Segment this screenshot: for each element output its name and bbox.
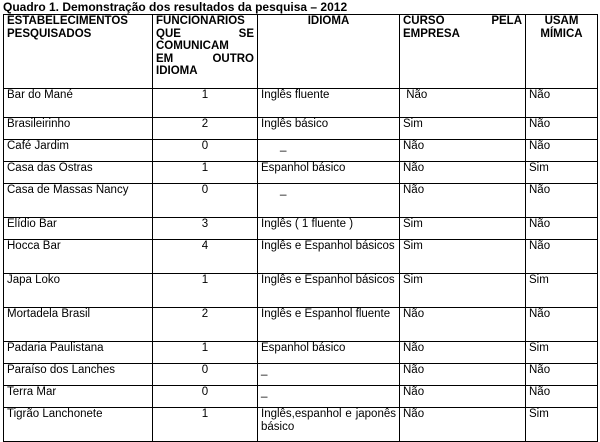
header-mimica-line1: USAM [544, 15, 579, 27]
cell-idioma: Inglês,espanhol e japonês básico [258, 408, 400, 442]
cell-estabelecimento: Paraíso dos Lanches [4, 364, 153, 386]
cell-funcionarios: 1 [153, 342, 258, 364]
cell-funcionarios: 1 [153, 274, 258, 308]
table-row [4, 162, 598, 184]
cell-idioma: _ [258, 184, 400, 218]
cell-estabelecimento: Bar do Mané [4, 89, 153, 118]
header-mimica-line2: MÍMICA [540, 27, 583, 40]
header-funcionarios-word-outro: OUTRO [212, 52, 254, 65]
cell-mimica: Não [526, 118, 598, 140]
cell-mimica: Não [526, 184, 598, 218]
cell-mimica: Sim [526, 274, 598, 308]
header-estabelecimentos [4, 15, 153, 89]
cell-idioma: Espanhol básico [258, 342, 400, 364]
table-row [4, 89, 598, 118]
cell-funcionarios: 1 [153, 89, 258, 118]
header-funcionarios-line3: COMUNICAM [156, 40, 229, 52]
header-curso-line2: EMPRESA [403, 27, 460, 40]
header-funcionarios-line5: IDIOMA [156, 65, 198, 77]
cell-funcionarios: 1 [153, 408, 258, 442]
cell-curso: Não [400, 364, 526, 386]
cell-mimica: Não [526, 308, 598, 342]
cell-curso: Não [400, 308, 526, 342]
cell-mimica: Sim [526, 342, 598, 364]
cell-estabelecimento: Elídio Bar [4, 218, 153, 240]
cell-mimica: Não [526, 386, 598, 408]
table-row [4, 140, 598, 162]
cell-mimica: Sim [526, 408, 598, 442]
cell-curso: Sim [400, 240, 526, 274]
cell-estabelecimento: Japa Loko [4, 274, 153, 308]
header-estabelecimentos-line1: ESTABELECIMENTOS [7, 15, 128, 27]
cell-curso: Sim [400, 274, 526, 308]
cell-funcionarios: 4 [153, 240, 258, 274]
cell-mimica: Não [526, 140, 598, 162]
cell-idioma: _ [258, 364, 400, 386]
cell-estabelecimento: Padaria Paulistana [4, 342, 153, 364]
cell-curso: Sim [400, 218, 526, 240]
header-funcionarios-word-em: EM [156, 52, 174, 65]
cell-idioma: Inglês fluente [258, 89, 400, 118]
cell-mimica: Não [526, 240, 598, 274]
cell-funcionarios: 0 [153, 386, 258, 408]
header-curso-word-pela: PELA [491, 15, 522, 27]
cell-curso: Não [400, 184, 526, 218]
header-idioma: IDIOMA [258, 15, 400, 89]
table-row [4, 364, 598, 386]
cell-estabelecimento: Casa das Ostras [4, 162, 153, 184]
cell-estabelecimento: Terra Mar [4, 386, 153, 408]
cell-funcionarios: 2 [153, 308, 258, 342]
cell-mimica: Não [526, 89, 598, 118]
table-row [4, 118, 598, 140]
cell-idioma: Espanhol básico [258, 162, 400, 184]
table-row [4, 408, 598, 442]
table-caption: Quadro 1. Demonstração dos resultados da pesquisa – 2012 [3, 0, 348, 14]
cell-idioma: Inglês e Espanhol básicos [258, 240, 400, 274]
header-funcionarios-word-que: QUE [156, 27, 181, 40]
cell-idioma: Inglês básico [258, 118, 400, 140]
table-row [4, 218, 598, 240]
cell-idioma: Inglês e Espanhol fluente [258, 308, 400, 342]
cell-funcionarios: 0 [153, 140, 258, 162]
cell-estabelecimento: Mortadela Brasil [4, 308, 153, 342]
table-row [4, 274, 598, 308]
cell-idioma: Inglês ( 1 fluente ) [258, 218, 400, 240]
table-row [4, 386, 598, 408]
cell-mimica: Não [526, 218, 598, 240]
cell-mimica: Não [526, 364, 598, 386]
cell-idioma: _ [258, 140, 400, 162]
table-row [4, 184, 598, 218]
cell-funcionarios: 0 [153, 364, 258, 386]
cell-funcionarios: 1 [153, 162, 258, 184]
cell-idioma: Inglês e Espanhol básicos [258, 274, 400, 308]
table-row [4, 342, 598, 364]
cell-curso: Sim [400, 118, 526, 140]
cell-estabelecimento: Brasileirinho [4, 118, 153, 140]
cell-curso: Não [400, 140, 526, 162]
cell-funcionarios: 0 [153, 184, 258, 218]
cell-curso: Não [400, 408, 526, 442]
header-curso [400, 15, 526, 89]
cell-estabelecimento: Tigrão Lanchonete [4, 408, 153, 442]
cell-curso: Não [400, 386, 526, 408]
cell-idioma: _ [258, 386, 400, 408]
cell-curso: Não [400, 89, 526, 118]
results-table [3, 14, 598, 442]
cell-funcionarios: 2 [153, 118, 258, 140]
header-curso-word-curso: CURSO [403, 15, 445, 27]
table-row [4, 308, 598, 342]
cell-estabelecimento: Hocca Bar [4, 240, 153, 274]
cell-curso: Não [400, 342, 526, 364]
cell-mimica: Sim [526, 162, 598, 184]
cell-funcionarios: 3 [153, 218, 258, 240]
cell-estabelecimento: Café Jardim [4, 140, 153, 162]
header-mimica [526, 15, 598, 89]
header-estabelecimentos-line2: PESQUISADOS [7, 27, 92, 40]
table-row [4, 240, 598, 274]
cell-estabelecimento: Casa de Massas Nancy [4, 184, 153, 218]
header-funcionarios [153, 15, 258, 89]
header-funcionarios-word-se: SE [238, 27, 254, 40]
header-funcionarios-line1: FUNCIONÁRIOS [156, 15, 245, 27]
cell-curso: Não [400, 162, 526, 184]
header-row [4, 15, 598, 89]
